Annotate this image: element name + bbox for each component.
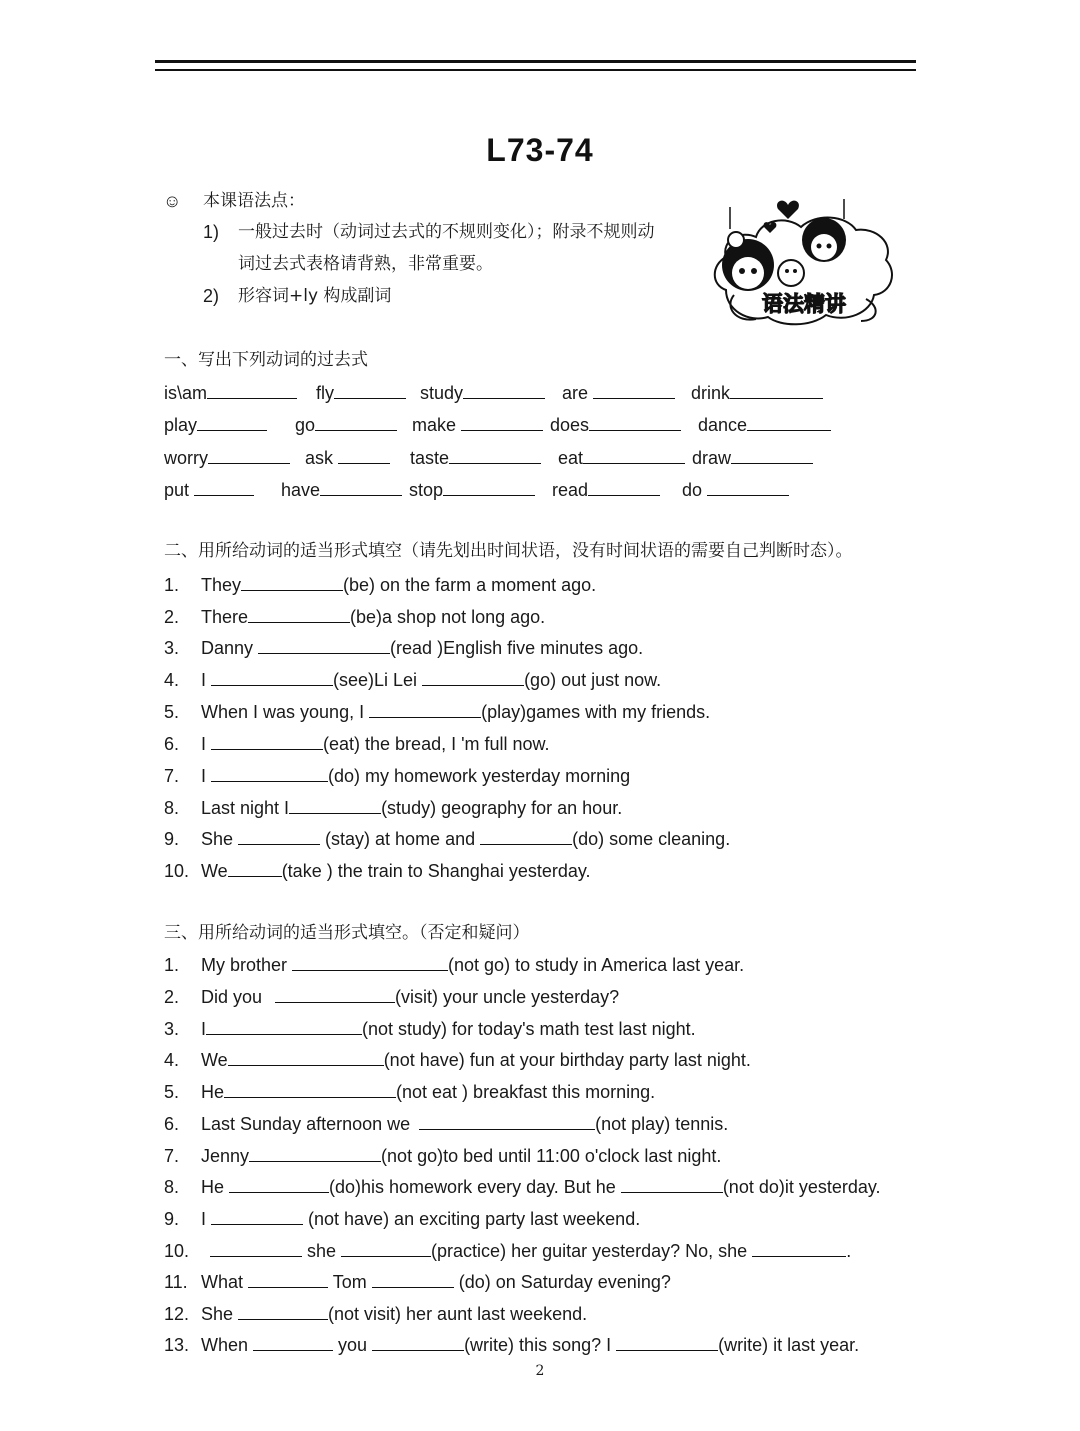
page-number: 2 [535,1363,545,1379]
verb-cell: have [281,477,402,502]
exercise-item: 3. I (not study) for today's math test last night. [164,1016,696,1041]
section-3-heading: 三、用所给动词的适当形式填空。（否定和疑问） [164,923,530,943]
exercise-item: 12. She (not visit) her aunt last weekend. [164,1301,587,1326]
grammar-point-1-number: 1) [203,222,220,242]
exercise-item: 4. We (not have) fun at your birthday party last night. [164,1047,751,1072]
grammar-point-2-number: 2) [203,286,220,306]
grammar-badge-illustration [706,195,898,335]
verb-cell: draw [692,445,813,470]
grammar-point-1-line-2: 词过去式表格请背熟，非常重要。 [238,254,493,274]
exercise-item: 13. When you (write) this song? I (write) it last year. [164,1332,859,1357]
exercise-item: 10. she (practice) her guitar yesterday? No, she . [164,1238,851,1263]
verb-cell: dance [698,412,831,437]
grammar-point-1-line-1: 一般过去时（动词过去式的不规则变化）；附录不规则动 [238,222,655,242]
badge-label: 语法精讲 [762,292,846,316]
exercise-item: 5. When I was young, I (play)games with my friends. [164,699,710,724]
exercise-item: 8. Last night I (study) geography for an hour. [164,795,622,820]
exercise-item: 9. She (stay) at home and (do) some cleaning. [164,826,730,851]
header-rule-thin [155,69,916,71]
verb-cell: ask [305,445,390,470]
exercise-item: 10. We (take ) the train to Shanghai yesterday. [164,858,591,883]
exercise-item: 6. I (eat) the bread, I 'm full now. [164,731,550,756]
verb-cell: eat [558,445,685,470]
exercise-item: 2. There (be)a shop not long ago. [164,604,545,629]
verb-cell: stop [409,477,535,502]
section-2-heading: 二、用所给动词的适当形式填空（请先划出时间状语，没有时间状语的需要自己判断时态）。 [164,541,853,561]
exercise-item: 4. I (see)Li Lei (go) out just now. [164,667,661,692]
exercise-item: 8. He (do)his homework every day. But he (not do)it yesterday. [164,1174,881,1199]
exercise-item: 7. I (do) my homework yesterday morning [164,763,630,788]
verb-cell: put [164,477,254,502]
exercise-item: 3. Danny (read )English five minutes ago. [164,635,643,660]
verb-cell: study [420,380,545,405]
exercise-item: 9. I (not have) an exciting party last weekend. [164,1206,640,1231]
grammar-heading: 本课语法点： [203,191,305,211]
section-1-heading: 一、写出下列动词的过去式 [164,350,368,370]
exercise-item: 1. They (be) on the farm a moment ago. [164,572,596,597]
verb-cell: fly [316,380,406,405]
verb-cell: worry [164,445,290,470]
verb-cell: does [550,412,681,437]
exercise-item: 2. Did you (visit) your uncle yesterday? [164,984,619,1009]
verb-cell: make [412,412,543,437]
verb-cell: taste [410,445,541,470]
exercise-item: 11. What Tom (do) on Saturday evening? [164,1269,671,1294]
verb-cell: go [295,412,397,437]
exercise-item: 1. My brother (not go) to study in America last year. [164,952,744,977]
verb-cell: do [682,477,789,502]
verb-cell: play [164,412,267,437]
grammar-point-2-text: 形容词+ly 构成副词 [238,286,392,306]
page-title: L73-74 [486,132,594,168]
verb-cell: read [552,477,660,502]
header-rule-thick [155,60,916,63]
exercise-item: 7. Jenny (not go)to bed until 11:00 o'clock last night. [164,1143,721,1168]
smiley-icon: ☺ [163,191,182,211]
verb-cell: drink [691,380,823,405]
exercise-item: 5. He (not eat ) breakfast this morning. [164,1079,655,1104]
exercise-item: 6. Last Sunday afternoon we (not play) tennis. [164,1111,728,1136]
verb-cell: is\am [164,380,297,405]
verb-cell: are [562,380,675,405]
